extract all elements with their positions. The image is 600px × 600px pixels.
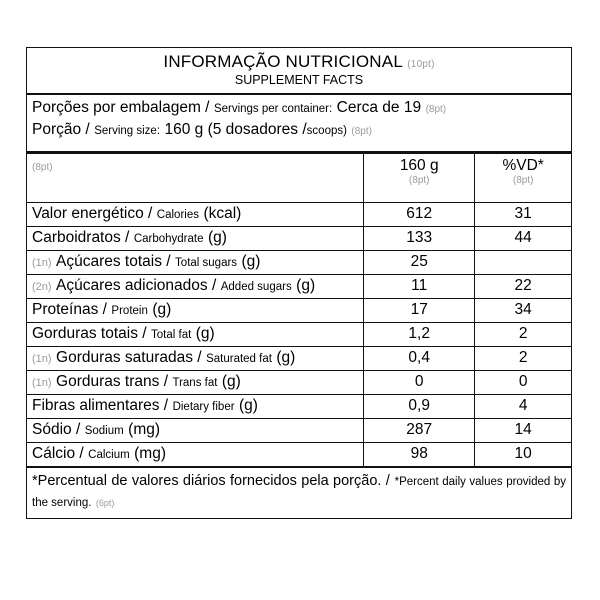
nutrient-name-cell [27, 226, 364, 250]
nutrient-name-en: Added sugars [220, 280, 292, 293]
header-dv-note: (8pt) [512, 175, 534, 187]
header-dv-label: %VD* [502, 156, 544, 174]
nutrient-amount-cell: 612 [364, 202, 475, 226]
nutrient-unit: (g) [239, 396, 258, 414]
nutrient-name-cell [27, 418, 364, 442]
serving-size-label-pt: Porção / [32, 121, 90, 139]
serving-size-value: 160 g (5 dosadores / [164, 121, 307, 139]
nutrient-name-en: Total sugars [175, 256, 238, 269]
nutrient-row [27, 346, 571, 370]
nutrient-dv-cell: 34 [475, 298, 571, 322]
nutrient-dv-cell: 44 [475, 226, 571, 250]
servings-per-container-label-pt: Porções por embalagem / [32, 98, 210, 116]
servings-per-container-label-en: Servings per container: [213, 102, 333, 115]
nutrient-row [27, 394, 571, 418]
nutrient-name-cell [27, 298, 364, 322]
serving-size-line [32, 119, 566, 142]
nutrient-dv-cell: 2 [475, 322, 571, 346]
nutrient-row [27, 298, 571, 322]
nutrient-indent-marker: (2n) [32, 280, 52, 293]
nutrient-amount-cell: 0,4 [364, 346, 475, 370]
label-title-block [27, 48, 571, 95]
nutrient-amount-cell: 11 [364, 274, 475, 298]
nutrient-unit: (g) [195, 324, 215, 342]
nutrient-name-pt: Gorduras saturadas / [56, 348, 202, 366]
nutrient-unit: (g) [276, 348, 296, 366]
nutrient-unit: (mg) [134, 444, 166, 462]
nutrient-name-pt: Cálcio / [32, 444, 84, 462]
nutrient-dv-cell [475, 250, 571, 274]
nutrient-name-en: Trans fat [172, 376, 218, 389]
nutrient-indent-marker: (1n) [32, 376, 52, 389]
nutrient-name-cell [27, 322, 364, 346]
nutrient-name-pt: Açúcares totais / [56, 252, 171, 270]
label-footnote [27, 466, 571, 518]
footnote-note: (6pt) [95, 497, 115, 508]
nutrient-unit: (g) [207, 228, 227, 246]
nutrition-facts-label [26, 47, 572, 519]
footnote-text-en: *Percent daily values provided by the serving. [32, 475, 566, 509]
nutrient-amount-cell: 287 [364, 418, 475, 442]
footnote-text-pt: *Percentual de valores diários fornecidos pela porção. / [32, 472, 390, 489]
nutrient-amount-cell: 0,9 [364, 394, 475, 418]
nutrient-name-cell [27, 442, 364, 466]
nutrient-amount-cell: 17 [364, 298, 475, 322]
nutrient-name-en: Total fat [151, 328, 192, 341]
header-amount-note: (8pt) [408, 175, 430, 187]
nutrient-dv-cell: 31 [475, 202, 571, 226]
nutrient-dv-cell: 2 [475, 346, 571, 370]
servings-per-container-note: (8pt) [425, 103, 447, 115]
nutrient-name-pt: Gorduras trans / [56, 372, 169, 390]
nutrient-table-body [27, 154, 571, 466]
nutrient-dv-cell: 4 [475, 394, 571, 418]
nutrient-unit: (g) [241, 252, 261, 270]
nutrient-amount-cell: 133 [364, 226, 475, 250]
nutrient-row [27, 442, 571, 466]
serving-size-value-en: scoops) [306, 125, 347, 138]
nutrient-name-cell [27, 202, 364, 226]
nutrient-amount-cell: 1,2 [364, 322, 475, 346]
nutrient-name-pt: Fibras alimentares / [32, 396, 169, 414]
nutrient-unit: (mg) [128, 420, 161, 438]
servings-per-container-value: Cerca de 19 [336, 98, 422, 116]
nutrient-row [27, 322, 571, 346]
nutrient-dv-cell: 0 [475, 370, 571, 394]
nutrient-name-en: Carbohydrate [133, 232, 204, 245]
nutrient-row [27, 250, 571, 274]
label-title-sub: SUPPLEMENT FACTS [234, 72, 364, 87]
nutrient-name-pt: Valor energético / [32, 204, 153, 222]
nutrient-unit: (g) [152, 300, 172, 318]
nutrient-indent-marker: (1n) [32, 352, 52, 365]
header-cell-name [27, 154, 364, 203]
nutrient-name-en: Calcium [88, 448, 130, 461]
nutrient-name-cell [27, 394, 364, 418]
nutrient-name-pt: Sódio / [32, 420, 81, 438]
nutrient-indent-marker: (1n) [32, 256, 52, 269]
nutrient-name-pt: Gorduras totais / [32, 324, 147, 342]
nutrient-row [27, 370, 571, 394]
nutrient-name-en: Saturated fat [206, 352, 272, 365]
nutrient-name-cell [27, 370, 364, 394]
nutrient-table [27, 154, 571, 466]
nutrient-unit: (g) [296, 276, 316, 294]
servings-per-container-line [32, 97, 566, 120]
nutrient-dv-cell: 10 [475, 442, 571, 466]
serving-size-note: (8pt) [351, 126, 372, 138]
nutrient-name-en: Dietary fiber [172, 400, 235, 413]
nutrient-name-pt: Proteínas / [32, 300, 107, 318]
nutrient-name-cell [27, 274, 364, 298]
servings-block [27, 95, 571, 154]
label-title-main [27, 52, 571, 72]
nutrient-name-pt: Carboidratos / [32, 228, 130, 246]
nutrient-name-en: Protein [111, 304, 148, 317]
label-title-main-note: (10pt) [407, 59, 435, 70]
nutrient-row [27, 274, 571, 298]
nutrient-row [27, 418, 571, 442]
nutrient-name-cell [27, 250, 364, 274]
header-amount-label: 160 g [399, 156, 439, 174]
nutrient-row [27, 226, 571, 250]
nutrient-name-en: Calories [156, 208, 199, 221]
nutrient-name-cell [27, 346, 364, 370]
nutrient-row [27, 202, 571, 226]
nutrient-dv-cell: 14 [475, 418, 571, 442]
nutrient-amount-cell: 98 [364, 442, 475, 466]
nutrient-unit: (g) [221, 372, 241, 390]
nutrient-name-pt: Açúcares adicionados / [56, 276, 217, 294]
nutrient-name-en: Sodium [84, 424, 124, 437]
nutrient-amount-cell: 0 [364, 370, 475, 394]
serving-size-label-en: Serving size: [94, 125, 161, 138]
header-cell-amount [364, 154, 475, 203]
nutrient-table-header-row [27, 154, 571, 203]
nutrient-unit: (kcal) [203, 204, 242, 222]
header-name-note: (8pt) [32, 161, 53, 173]
nutrient-dv-cell: 22 [475, 274, 571, 298]
header-cell-dv [475, 154, 571, 203]
label-title-main-text: INFORMAÇÃO NUTRICIONAL [163, 52, 403, 71]
nutrient-amount-cell: 25 [364, 250, 475, 274]
